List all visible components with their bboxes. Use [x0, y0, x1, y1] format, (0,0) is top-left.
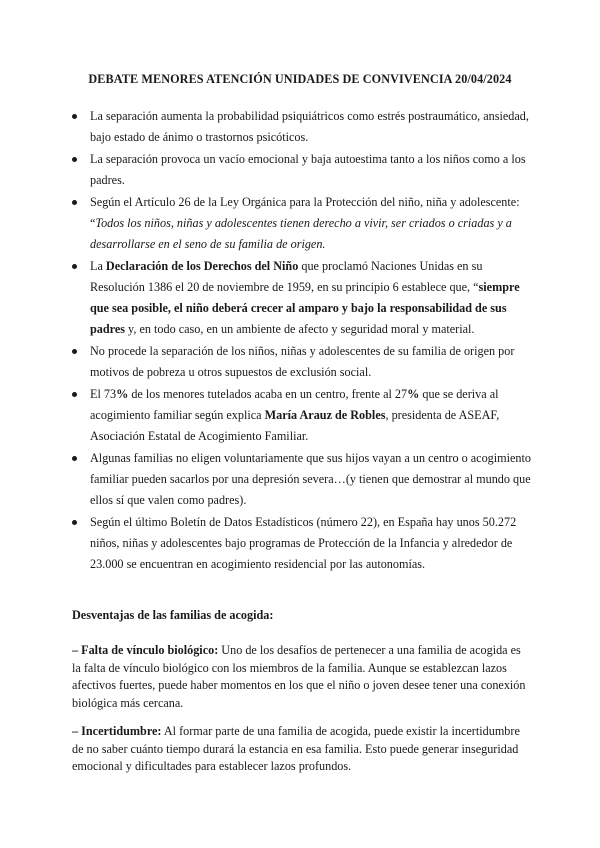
section-heading: Desventajas de las familias de acogida:	[72, 608, 274, 622]
bullet-dot-icon	[72, 157, 77, 162]
list-item	[90, 512, 536, 575]
bullet-dot-icon	[72, 520, 77, 525]
bullet-text: Según el Artículo 26 de la Ley Orgánica para la Protección del niño, niña y adolescente: “	[90, 195, 520, 230]
list-item	[90, 256, 536, 340]
bullet-text: de los menores tutelados acaba en un centro, frente al 27	[128, 387, 408, 401]
document-title: DEBATE MENORES ATENCIÓN UNIDADES DE CONVIVENCIA 20/04/2024	[88, 72, 512, 86]
list-item	[90, 149, 536, 191]
bullet-list	[90, 106, 536, 576]
bullet-text: La	[90, 259, 106, 273]
bullet-dot-icon	[72, 264, 77, 269]
bullet-text: La separación provoca un vacío emocional y baja autoestima tanto a los niños como a los padres.	[90, 152, 526, 187]
bullet-text: La separación aumenta la probabilidad psiquiátricos como estrés postraumático, ansiedad, bajo estado de ánimo o trastornos psicóticos.	[90, 109, 529, 144]
list-item	[90, 448, 536, 511]
bullet-text: Algunas familias no eligen voluntariamente que sus hijos vayan a un centro o acogimiento familiar pueden sacarlos por una depresión severa…(y tienen que demostrar al mundo que ellos sí que valen como padres).	[90, 451, 532, 507]
bullet-text: y, en todo caso, en un ambiente de afecto y seguridad moral y material.	[125, 322, 475, 336]
bullet-bold-percent: %	[407, 387, 420, 401]
bullet-dot-icon	[72, 456, 77, 461]
bullet-dot-icon	[72, 392, 77, 397]
bullet-text: que proclamó Naciones Unidas en su Resolución 1386 el 20 de noviembre de 1959, en su principio 6 establece que, “	[90, 259, 483, 294]
bullet-bold-text: Declaración de los Derechos del Niño	[105, 259, 299, 273]
list-item	[90, 192, 536, 255]
bullet-text: , presidenta de ASEAF, Asociación Estatal de Acogimiento Familiar.	[90, 408, 500, 443]
bullet-bold-name: María Arauz de Robles	[264, 408, 386, 422]
bullet-dot-icon	[72, 349, 77, 354]
bullet-text: que se deriva al acogimiento familiar según explica	[90, 387, 499, 422]
bullet-bold-percent: %	[116, 387, 129, 401]
bullet-quote-italic: Todos los niños, niñas y adolescentes tienen derecho a vivir, ser criados o criadas y a desarrollarse en el seno de su familia de origen.	[90, 216, 512, 251]
paragraph-text: Al formar parte de una familia de acogida, puede existir la incertidumbre de no saber cuánto tiempo durará la estancia en esa familia. Esto puede generar inseguridad emocional y dificultades para establecer lazos profundos.	[72, 724, 520, 773]
paragraph	[72, 642, 530, 712]
paragraph-label: – Incertidumbre:	[72, 724, 162, 738]
bullet-bold-quote: siempre que sea posible, el niño deberá crecer al amparo y bajo la responsabilidad de sus padres	[90, 280, 520, 336]
list-item	[90, 384, 536, 447]
bullet-text: Según el último Boletín de Datos Estadísticos (número 22), en España hay unos 50.272 niños, niñas y adolescentes bajo programas de Protección de la Infancia y alrededor de 23.000 se encuentran en acogimiento residencial por las autonomías.	[90, 515, 517, 571]
bullet-text: No procede la separación de los niños, niñas y adolescentes de su familia de origen por motivos de pobreza u otros supuestos de exclusión social.	[90, 344, 515, 379]
bullet-text: El 73	[90, 387, 117, 401]
paragraph	[72, 723, 530, 776]
list-item	[90, 341, 536, 383]
bullet-dot-icon	[72, 114, 77, 119]
list-item	[90, 106, 536, 148]
paragraph-text: Uno de los desafíos de pertenecer a una familia de acogida es la falta de vínculo biológico con los miembros de la familia. Aunque se establezcan lazos afectivos fuertes, puede haber momentos en los que el niño o joven desee tener una conexión biológica más cercana.	[72, 643, 526, 710]
paragraph-label: – Falta de vínculo biológico:	[72, 643, 219, 657]
bullet-dot-icon	[72, 200, 77, 205]
